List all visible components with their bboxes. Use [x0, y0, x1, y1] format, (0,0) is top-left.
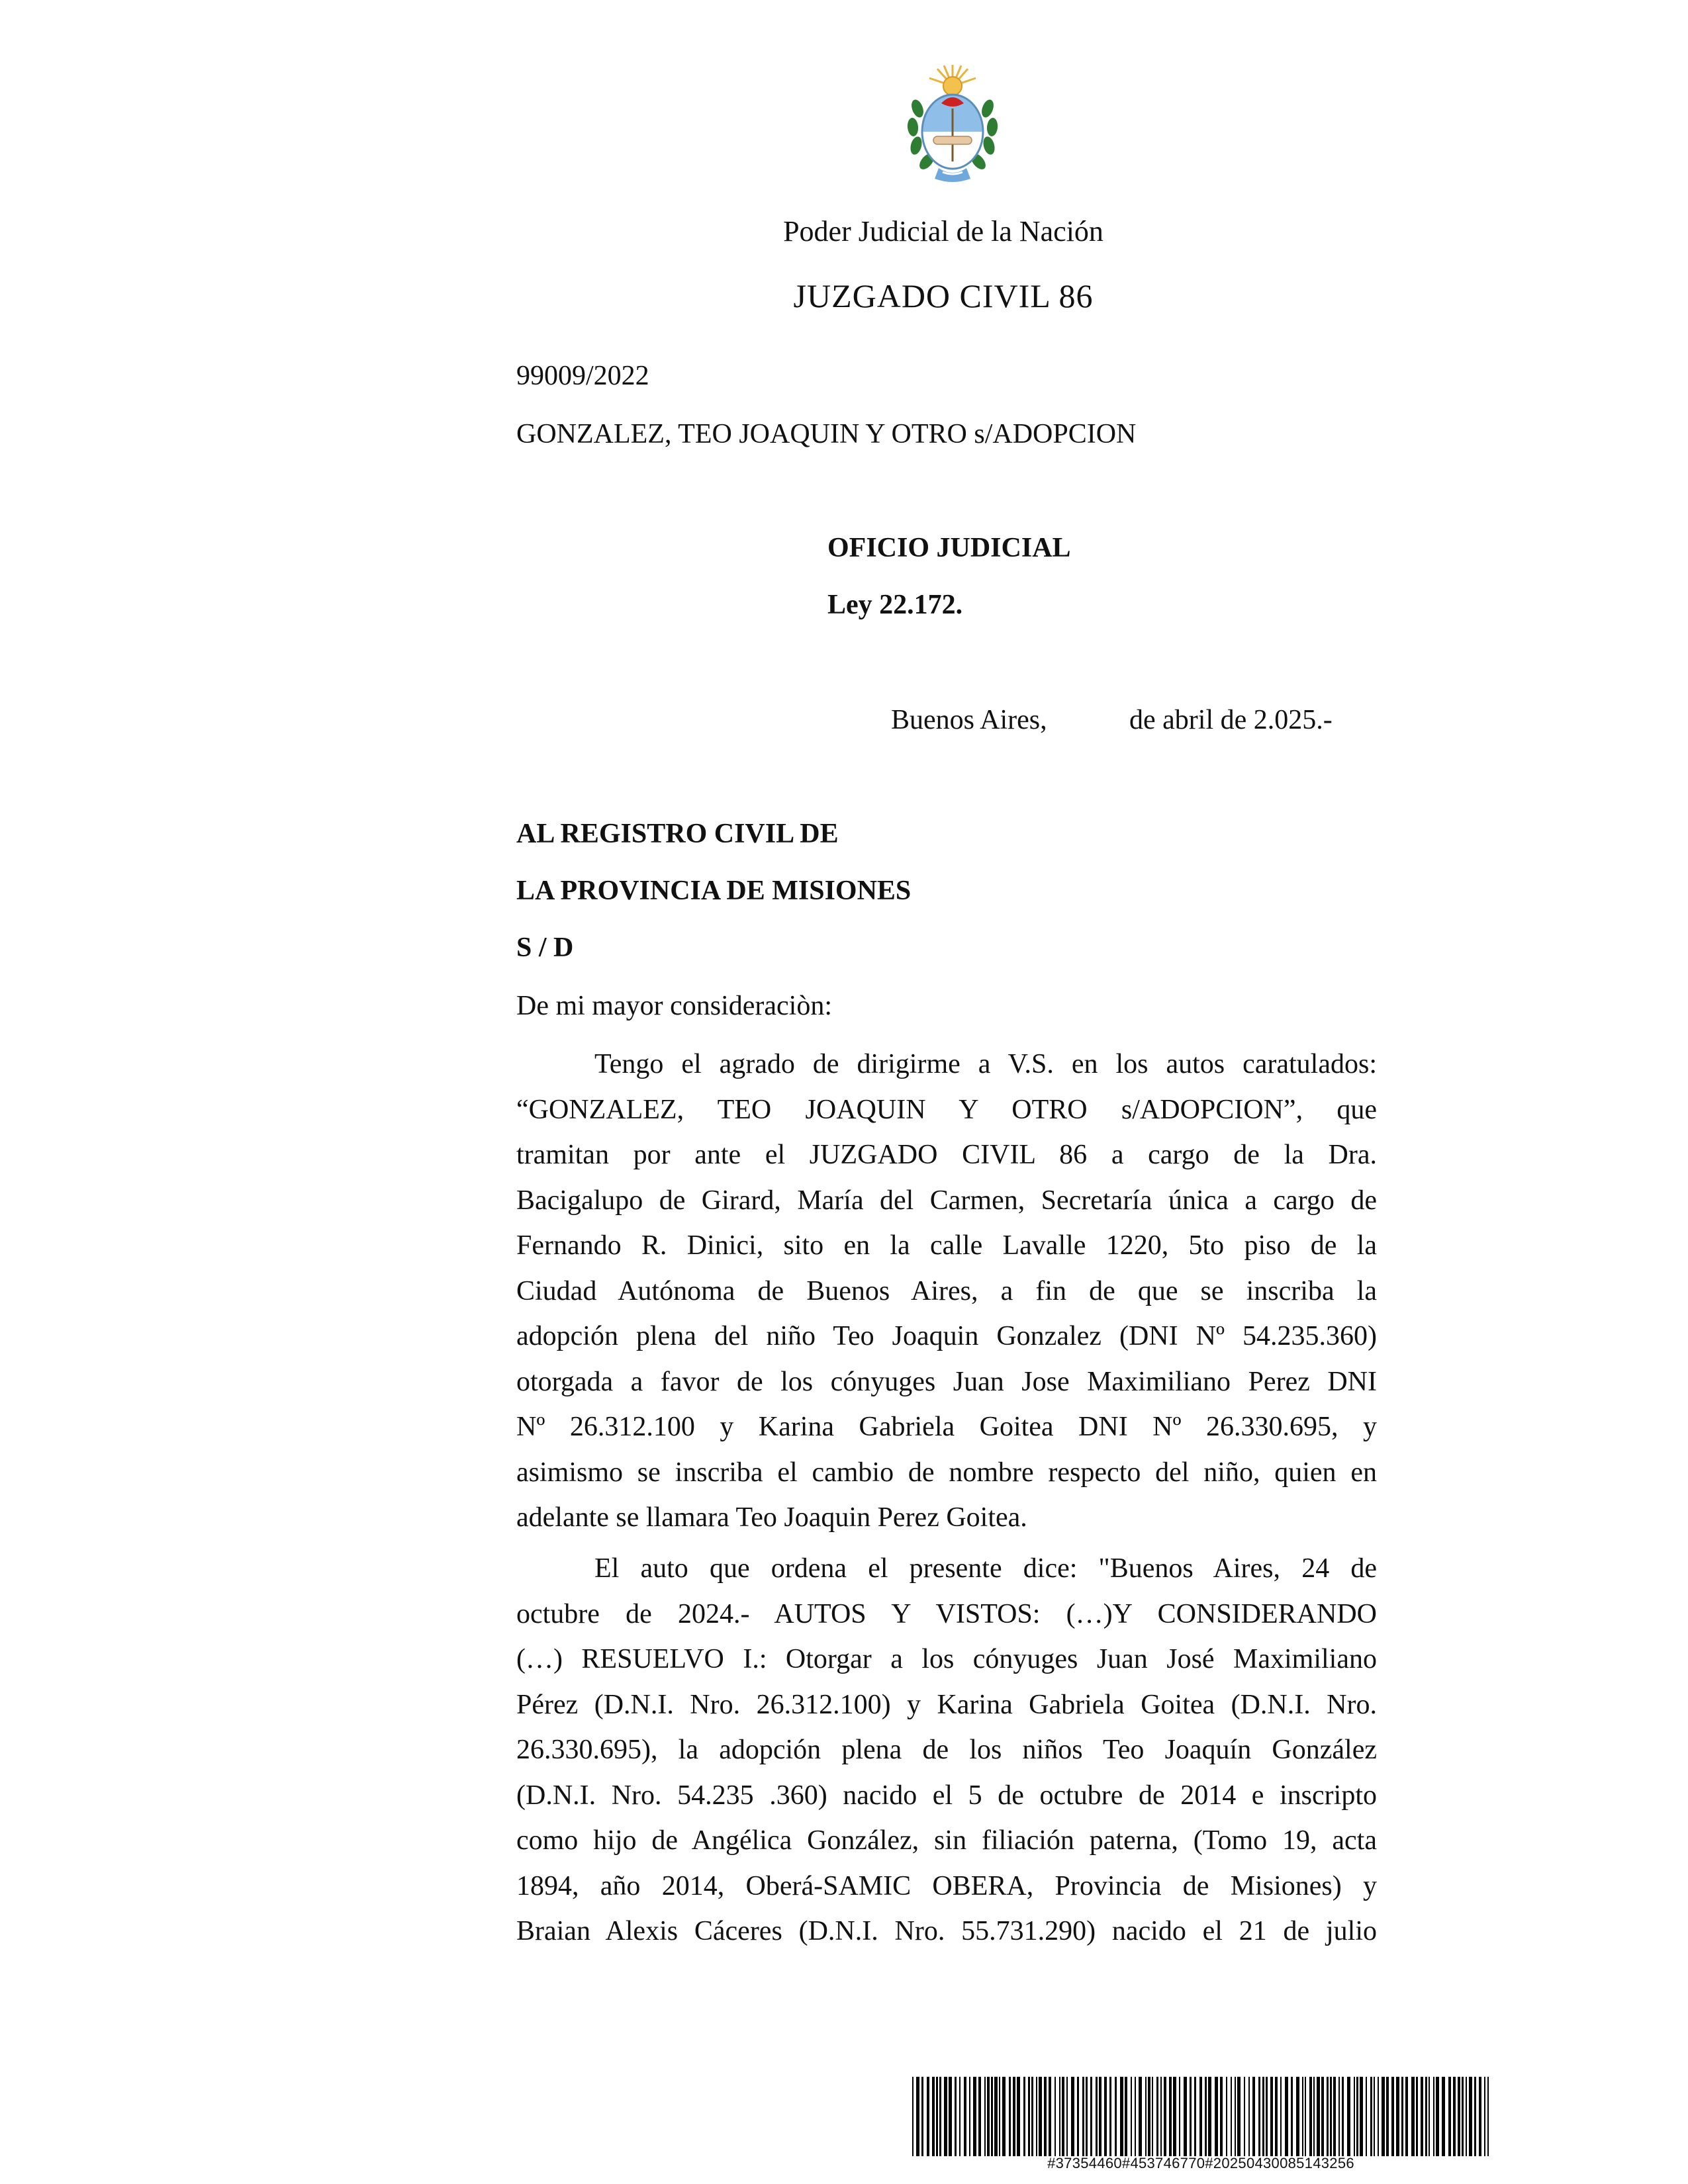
- barcode-bar: [1453, 2077, 1456, 2156]
- barcode-bar: [1275, 2077, 1278, 2156]
- barcode-bar: [1226, 2077, 1227, 2156]
- barcode-bar: [1237, 2077, 1241, 2156]
- barcode-bar: [1248, 2077, 1250, 2156]
- paragraph-line: Bacigalupo de Girard, María del Carmen, Secretaría única a cargo de: [516, 1185, 1377, 1216]
- barcode-bar: [1252, 2077, 1255, 2156]
- barcode-bar: [1356, 2077, 1358, 2156]
- barcode-bar: [1416, 2077, 1418, 2156]
- paragraph-line: 26.330.695), la adopción plena de los niños Teo Joaquín González: [516, 1735, 1377, 1765]
- barcode-bar: [1382, 2077, 1385, 2156]
- barcode-bar: [1194, 2077, 1196, 2156]
- barcode-bar: [1125, 2077, 1127, 2156]
- barcode-bar: [1044, 2077, 1047, 2156]
- barcode-bar: [1270, 2077, 1273, 2156]
- barcode-bar: [1448, 2077, 1451, 2156]
- barcode-bar: [927, 2077, 929, 2156]
- paragraph-line: adelante se llamara Teo Joaquin Perez Goitea.: [516, 1502, 1027, 1533]
- law-reference: Ley 22.172.: [827, 590, 963, 620]
- barcode-bar: [1131, 2077, 1132, 2156]
- paragraph-line: Ciudad Autónoma de Buenos Aires, a fin de que se inscriba la: [516, 1275, 1377, 1306]
- paragraph-line: asimismo se inscriba el cambio de nombre respecto del niño, quien en: [516, 1457, 1377, 1488]
- barcode-bar: [1391, 2077, 1394, 2156]
- barcode-bar: [1370, 2077, 1372, 2156]
- paragraph-line: Braian Alexis Cáceres (D.N.I. Nro. 55.731.290) nacido el 21 de julio: [516, 1916, 1377, 1946]
- barcode-bar: [1039, 2077, 1042, 2156]
- date-place: Buenos Aires,: [891, 705, 1047, 735]
- barcode-bar: [912, 2077, 914, 2156]
- barcode-bar: [1347, 2077, 1350, 2156]
- barcode-bar: [1205, 2077, 1207, 2156]
- barcode-bar: [1160, 2077, 1162, 2156]
- addressee-line: AL REGISTRO CIVIL DE: [516, 819, 839, 849]
- barcode-bar: [1173, 2077, 1176, 2156]
- body-paragraph: [516, 1042, 1377, 1541]
- barcode-bar: [1258, 2077, 1260, 2156]
- barcode-bar: [969, 2077, 970, 2156]
- court-name: JUZGADO CIVIL 86: [793, 277, 1094, 314]
- case-number: 99009/2022: [516, 361, 649, 391]
- barcode-bar: [1396, 2077, 1399, 2156]
- barcode-bar: [1466, 2077, 1467, 2156]
- addressee-line: LA PROVINCIA DE MISIONES: [516, 876, 912, 906]
- barcode-number: #37354460#453746770#20250430085143256: [1047, 2155, 1354, 2171]
- barcode-bar: [936, 2077, 938, 2156]
- paragraph-line: El auto que ordena el presente dice: "Buenos Aires, 24 de: [594, 1553, 1377, 1584]
- barcode-bar: [1028, 2077, 1030, 2156]
- barcode-bar: [1120, 2077, 1123, 2156]
- barcode-bar: [1487, 2077, 1489, 2156]
- paragraph-line: 1894, año 2014, Oberá-SAMIC OBERA, Provincia de Misiones) y: [516, 1870, 1377, 1901]
- paragraph-line: Tengo el agrado de dirigirme a V.S. en los autos caratulados:: [594, 1049, 1377, 1079]
- barcode-bar: [1023, 2077, 1025, 2156]
- barcode-bar: [1184, 2077, 1187, 2156]
- barcode-bar: [1002, 2077, 1006, 2156]
- body-paragraph: [516, 1546, 1377, 1954]
- barcode-bar: [1179, 2077, 1180, 2156]
- barcode-bar: [1425, 2077, 1427, 2156]
- barcode-bar: [1049, 2077, 1051, 2156]
- barcode-bar: [978, 2077, 981, 2156]
- date-text: de abril de 2.025.-: [1129, 705, 1333, 735]
- paragraph-line: (D.N.I. Nro. 54.235 .360) nacido el 5 de octubre de 2014 e inscripto: [516, 1780, 1377, 1811]
- barcode-bar: [1109, 2077, 1111, 2156]
- paragraph-line: como hijo de Angélica González, sin filiación paterna, (Tomo 19, acta: [516, 1825, 1377, 1856]
- argentine-coat-of-arms-icon: [904, 62, 1001, 187]
- barcode-bar: [1145, 2077, 1147, 2156]
- barcode-bar: [1374, 2077, 1375, 2156]
- barcode-bar: [1378, 2077, 1379, 2156]
- paragraph-line: Fernando R. Dinici, sito en la calle Lavalle 1220, 5to piso de la: [516, 1230, 1377, 1261]
- barcode-bar: [1342, 2077, 1344, 2156]
- barcode-bar: [1366, 2077, 1367, 2156]
- barcode-bar: [1235, 2077, 1236, 2156]
- barcode-bar: [991, 2077, 993, 2156]
- paragraph-line: tramitan por ante el JUZGADO CIVIL 86 a cargo de la Dra.: [516, 1140, 1377, 1170]
- barcode-bar: [1231, 2077, 1232, 2156]
- barcode-bar: [1096, 2077, 1098, 2156]
- barcode-bar: [1285, 2077, 1288, 2156]
- paragraph-line: octubre de 2024.- AUTOS Y VISTOS: (…)Y CONSIDERANDO: [516, 1598, 1377, 1629]
- barcode-icon: [912, 2077, 1489, 2156]
- barcode-bar: [1436, 2077, 1439, 2156]
- barcode-bar: [1469, 2077, 1472, 2156]
- barcode-bar: [1317, 2077, 1320, 2156]
- barcode-bar: [1479, 2077, 1481, 2156]
- barcode-bar: [1280, 2077, 1282, 2156]
- barcode-bar: [1169, 2077, 1172, 2156]
- barcode-bar: [921, 2077, 923, 2156]
- barcode-bar: [973, 2077, 976, 2156]
- barcode-bar: [939, 2077, 941, 2156]
- barcode-bar: [916, 2077, 919, 2156]
- barcode-bar: [1333, 2077, 1336, 2156]
- barcode-bar: [1199, 2077, 1202, 2156]
- barcode-bar: [949, 2077, 952, 2156]
- barcode-bar: [1244, 2077, 1245, 2156]
- addressee-line: S / D: [516, 933, 574, 963]
- barcode-bar: [1401, 2077, 1403, 2156]
- barcode-bar: [987, 2077, 990, 2156]
- barcode-bar: [1104, 2077, 1107, 2156]
- barcode-bar: [999, 2077, 1000, 2156]
- barcode-bar: [1055, 2077, 1056, 2156]
- barcode-bar: [994, 2077, 998, 2156]
- barcode-bar: [964, 2077, 966, 2156]
- barcode-bar: [1208, 2077, 1211, 2156]
- barcode-bar: [1484, 2077, 1485, 2156]
- barcode-bar: [1305, 2077, 1306, 2156]
- barcode-bar: [1302, 2077, 1303, 2156]
- document-title: OFICIO JUDICIAL: [827, 533, 1071, 563]
- barcode-bar: [1330, 2077, 1332, 2156]
- barcode-bar: [1386, 2077, 1389, 2156]
- greeting: De mi mayor consideraciòn:: [516, 991, 833, 1021]
- barcode-bar: [1411, 2077, 1415, 2156]
- barcode-bar: [1421, 2077, 1423, 2156]
- paragraph-line: Pérez (D.N.I. Nro. 26.312.100) y Karina Gabriela Goitea (D.N.I. Nro.: [516, 1689, 1377, 1720]
- barcode-bar: [1164, 2077, 1166, 2156]
- barcode-bar: [1013, 2077, 1015, 2156]
- barcode-bar: [1405, 2077, 1408, 2156]
- barcode-bar: [1354, 2077, 1355, 2156]
- barcode-bar: [1360, 2077, 1363, 2156]
- barcode-bar: [1031, 2077, 1033, 2156]
- barcode-bar: [1152, 2077, 1153, 2156]
- barcode-bar: [1066, 2077, 1068, 2156]
- barcode-bar: [1156, 2077, 1158, 2156]
- barcode-bar: [1309, 2077, 1312, 2156]
- paragraph-line: adopción plena del niño Teo Joaquin Gonzalez (DNI Nº 54.235.360): [516, 1321, 1377, 1351]
- barcode-bar: [1215, 2077, 1218, 2156]
- barcode-bar: [1077, 2077, 1079, 2156]
- barcode-bar: [1017, 2077, 1020, 2156]
- barcode-bar: [1313, 2077, 1315, 2156]
- barcode-bar: [1062, 2077, 1064, 2156]
- paragraph-line: “GONZALEZ, TEO JOAQUIN Y OTRO s/ADOPCION”, que: [516, 1094, 1377, 1125]
- barcode-bar: [1036, 2077, 1037, 2156]
- paragraph-line: otorgada a favor de los cónyuges Juan Jose Maximiliano Perez DNI: [516, 1366, 1377, 1397]
- organization-name: Poder Judicial de la Nación: [783, 215, 1103, 248]
- barcode-bar: [932, 2077, 935, 2156]
- barcode-bar: [1115, 2077, 1117, 2156]
- barcode-bar: [1429, 2077, 1430, 2156]
- barcode-bar: [1220, 2077, 1223, 2156]
- barcode-bar: [1086, 2077, 1088, 2156]
- barcode-bar: [944, 2077, 947, 2156]
- barcode-bar: [1291, 2077, 1293, 2156]
- barcode-bar: [1474, 2077, 1476, 2156]
- barcode-bar: [1442, 2077, 1445, 2156]
- barcode-bar: [959, 2077, 961, 2156]
- paragraph-line: Nº 26.312.100 y Karina Gabriela Goitea DNI Nº 26.330.695, y: [516, 1412, 1377, 1442]
- barcode-bar: [1009, 2077, 1011, 2156]
- barcode-bar: [1148, 2077, 1150, 2156]
- barcode-bar: [1296, 2077, 1299, 2156]
- barcode-bar: [1262, 2077, 1264, 2156]
- barcode-bar: [1433, 2077, 1434, 2156]
- barcode-bar: [1082, 2077, 1084, 2156]
- barcode-bar: [984, 2077, 986, 2156]
- barcode-bar: [955, 2077, 957, 2156]
- barcode-bar: [1190, 2077, 1192, 2156]
- barcode-bar: [1462, 2077, 1464, 2156]
- barcode-bar: [1099, 2077, 1102, 2156]
- barcode-bar: [1327, 2077, 1329, 2156]
- barcode-bar: [1458, 2077, 1460, 2156]
- barcode-bar: [1139, 2077, 1142, 2156]
- barcode-bar: [1321, 2077, 1324, 2156]
- barcode-bar: [1338, 2077, 1340, 2156]
- case-title: GONZALEZ, TEO JOAQUIN Y OTRO s/ADOPCION: [516, 419, 1137, 449]
- barcode-bar: [1135, 2077, 1136, 2156]
- paragraph-line: (…) RESUELVO I.: Otorgar a los cónyuges Juan José Maximiliano: [516, 1644, 1377, 1674]
- barcode-bar: [1266, 2077, 1268, 2156]
- barcode-bar: [1059, 2077, 1060, 2156]
- barcode-bar: [1071, 2077, 1074, 2156]
- barcode-bar: [1090, 2077, 1092, 2156]
